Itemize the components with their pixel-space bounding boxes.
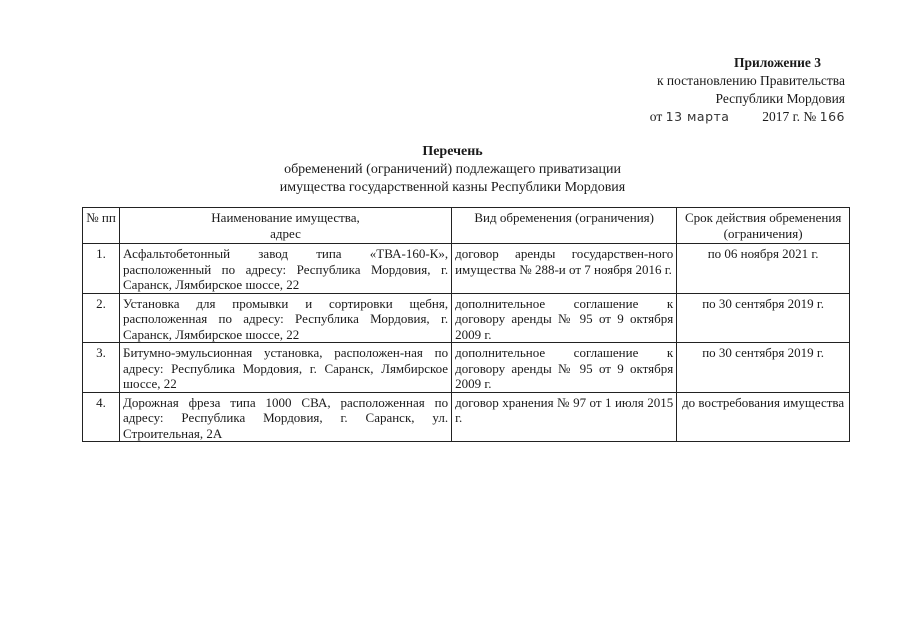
cell-name: Асфальтобетонный завод типа «ТВА-160-К», расположенный по адресу: Республика Мордовия, г. Саранск, Лямбирское шоссе, 22 (120, 244, 452, 294)
table-row (83, 392, 850, 442)
appendix-header (545, 54, 845, 126)
cell-num: 1. (83, 244, 120, 294)
header-term: Срок действия обременения (ограничения) (677, 208, 850, 244)
decree-reference: к постановлению Правительства (656, 73, 845, 88)
header-name-line2: адрес (270, 225, 301, 241)
decree-day-month: 13 марта (665, 109, 730, 124)
title-line-2: обременений (ограничений) подлежащего приватизации (284, 162, 621, 177)
encumbrance-table (82, 207, 850, 442)
cell-name: Битумно-эмульсионная установка, расположен-ная по адресу: Республика Мордовия, г. Саранск, Лямбирское шоссе, 22 (120, 343, 452, 393)
decree-date-line (545, 108, 845, 126)
decree-year: 2017 г. № (762, 109, 817, 124)
cell-num: 2. (83, 293, 120, 343)
header-name-line1: Наименование имущества, (211, 210, 360, 225)
cell-name: Дорожная фреза типа 1000 СВА, расположенная по адресу: Республика Мордовия, г. Саранск, ул. Строительная, 2А (120, 392, 452, 442)
header-num: № пп (83, 208, 120, 244)
cell-type: дополнительное соглашение к договору аренды № 95 от 9 октября 2009 г. (452, 343, 677, 393)
decree-number: 166 (819, 109, 845, 124)
table-row (83, 343, 850, 393)
cell-term: до востребования имущества (677, 392, 850, 442)
table-header-row (83, 208, 850, 244)
cell-num: 4. (83, 392, 120, 442)
cell-num: 3. (83, 343, 120, 393)
table-row (83, 244, 850, 294)
republic-name: Республики Мордовия (715, 91, 845, 106)
header-type: Вид обременения (ограничения) (452, 208, 677, 244)
title-heading: Перечень (422, 144, 483, 159)
cell-term: по 30 сентября 2019 г. (677, 293, 850, 343)
header-name (120, 208, 452, 244)
appendix-label: Приложение 3 (733, 55, 821, 70)
cell-name: Установка для промывки и сортировки щебня, расположенная по адресу: Республика Мордовия, г. Саранск, Лямбирское шоссе, 22 (120, 293, 452, 343)
cell-term: по 06 ноября 2021 г. (677, 244, 850, 294)
title-line-3: имущества государственной казны Республики Мордовия (279, 180, 626, 195)
cell-term: по 30 сентября 2019 г. (677, 343, 850, 393)
date-prefix: от (649, 109, 663, 124)
cell-type: дополнительное соглашение к договору аренды № 95 от 9 октября 2009 г. (452, 293, 677, 343)
cell-type: договор аренды государствен-ного имущества № 288-и от 7 ноября 2016 г. (452, 244, 677, 294)
cell-type: договор хранения № 97 от 1 июля 2015 г. (452, 392, 677, 442)
table-row (83, 293, 850, 343)
document-title (0, 143, 905, 197)
